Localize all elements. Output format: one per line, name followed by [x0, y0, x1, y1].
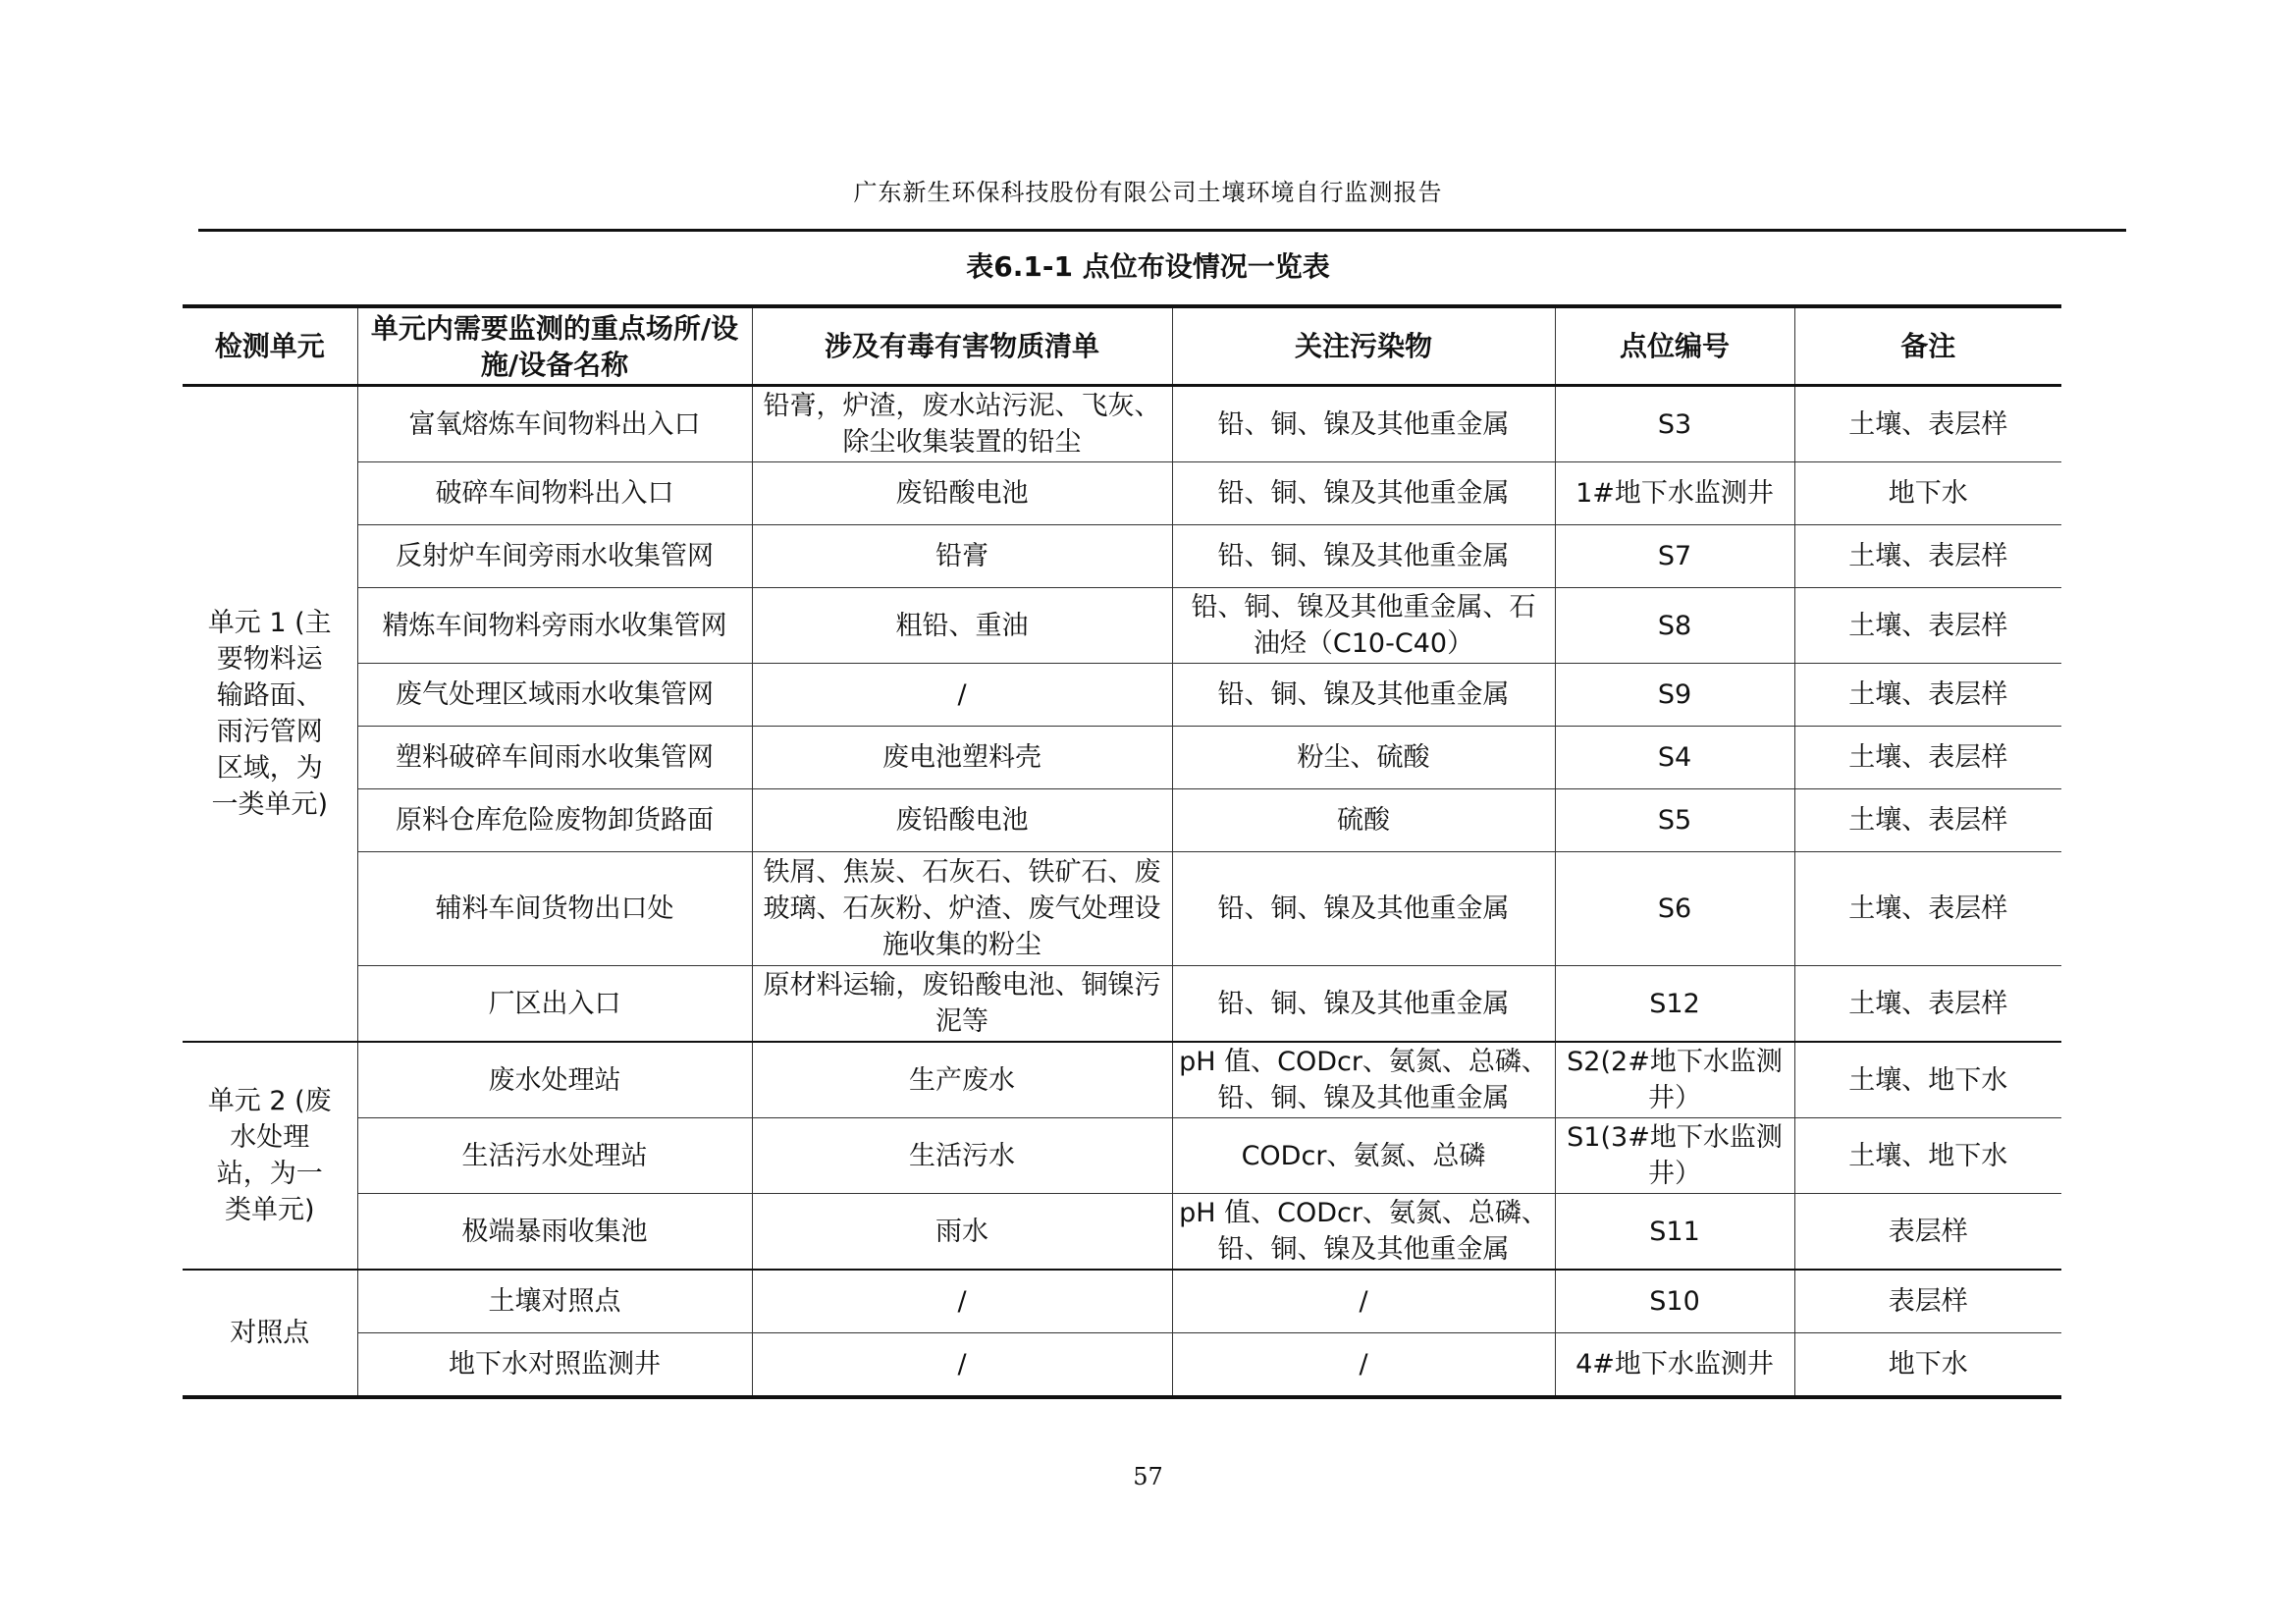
facility-cell: 塑料破碎车间雨水收集管网	[357, 727, 752, 789]
pollutants-cell: 铅、铜、镍及其他重金属	[1172, 852, 1555, 966]
point-cell: 4#地下水监测井	[1555, 1333, 1794, 1398]
table-header-row	[183, 306, 2061, 386]
column-header-facility: 单元内需要监测的重点场所/设施/设备名称	[357, 306, 752, 386]
unit-label: 单元 1 (主要物料运输路面、雨污管网区域，为一类单元)	[207, 608, 332, 820]
table-row	[183, 1042, 2061, 1118]
point-cell: S6	[1555, 852, 1794, 966]
pollutants-cell: 铅、铜、镍及其他重金属	[1172, 966, 1555, 1043]
remark-cell: 土壤、地下水	[1794, 1118, 2061, 1194]
substances-cell: /	[752, 664, 1172, 727]
table-row	[183, 525, 2061, 588]
facility-cell: 极端暴雨收集池	[357, 1194, 752, 1271]
remark-cell: 土壤、表层样	[1794, 386, 2061, 462]
pollutants-cell: 铅、铜、镍及其他重金属	[1172, 525, 1555, 588]
table-row	[183, 1270, 2061, 1333]
table-row	[183, 588, 2061, 664]
facility-cell: 废水处理站	[357, 1042, 752, 1118]
table-row	[183, 1333, 2061, 1398]
pollutants-cell: /	[1172, 1270, 1555, 1333]
point-cell: S12	[1555, 966, 1794, 1043]
column-header-point: 点位编号	[1555, 306, 1794, 386]
substances-cell: /	[752, 1333, 1172, 1398]
unit-cell	[183, 1270, 357, 1397]
table-caption: 表6.1-1 点位布设情况一览表	[966, 250, 1330, 283]
remark-cell: 地下水	[1794, 462, 2061, 525]
pollutants-cell: 铅、铜、镍及其他重金属	[1172, 664, 1555, 727]
point-cell: 1#地下水监测井	[1555, 462, 1794, 525]
pollutants-cell: 粉尘、硫酸	[1172, 727, 1555, 789]
remark-cell: 土壤、地下水	[1794, 1042, 2061, 1118]
table-row	[183, 789, 2061, 852]
facility-cell: 地下水对照监测井	[357, 1333, 752, 1398]
point-cell: S4	[1555, 727, 1794, 789]
pollutants-cell: /	[1172, 1333, 1555, 1398]
unit-cell	[183, 1042, 357, 1270]
pollutants-cell: CODcr、氨氮、总磷	[1172, 1118, 1555, 1194]
facility-cell: 辅料车间货物出口处	[357, 852, 752, 966]
remark-cell: 地下水	[1794, 1333, 2061, 1398]
table-row	[183, 386, 2061, 462]
unit-label: 对照点	[230, 1318, 310, 1348]
remark-cell: 土壤、表层样	[1794, 966, 2061, 1043]
facility-cell: 厂区出入口	[357, 966, 752, 1043]
facility-cell: 原料仓库危险废物卸货路面	[357, 789, 752, 852]
substances-cell: 原材料运输，废铅酸电池、铜镍污泥等	[752, 966, 1172, 1043]
point-cell: S1(3#地下水监测井）	[1555, 1118, 1794, 1194]
facility-cell: 废气处理区域雨水收集管网	[357, 664, 752, 727]
header-rule	[198, 229, 2126, 232]
unit-cell	[183, 386, 357, 1043]
table-row	[183, 966, 2061, 1043]
point-cell: S9	[1555, 664, 1794, 727]
monitoring-points-table	[183, 304, 2061, 1399]
substances-cell: 雨水	[752, 1194, 1172, 1271]
pollutants-cell: pH 值、CODcr、氨氮、总磷、铅、铜、镍及其他重金属	[1172, 1194, 1555, 1271]
point-cell: S8	[1555, 588, 1794, 664]
substances-cell: /	[752, 1270, 1172, 1333]
point-cell: S10	[1555, 1270, 1794, 1333]
substances-cell: 废电池塑料壳	[752, 727, 1172, 789]
remark-cell: 土壤、表层样	[1794, 525, 2061, 588]
remark-cell: 土壤、表层样	[1794, 789, 2061, 852]
substances-cell: 铅膏，炉渣，废水站污泥、飞灰、除尘收集装置的铅尘	[752, 386, 1172, 462]
remark-cell: 土壤、表层样	[1794, 588, 2061, 664]
table-row	[183, 1118, 2061, 1194]
facility-cell: 精炼车间物料旁雨水收集管网	[357, 588, 752, 664]
facility-cell: 富氧熔炼车间物料出入口	[357, 386, 752, 462]
column-header-unit: 检测单元	[183, 306, 357, 386]
substances-cell: 生产废水	[752, 1042, 1172, 1118]
column-header-remark: 备注	[1794, 306, 2061, 386]
remark-cell: 土壤、表层样	[1794, 727, 2061, 789]
table-row	[183, 664, 2061, 727]
pollutants-cell: 铅、铜、镍及其他重金属、石油烃（C10-C40）	[1172, 588, 1555, 664]
remark-cell: 表层样	[1794, 1194, 2061, 1271]
substances-cell: 铁屑、焦炭、石灰石、铁矿石、废玻璃、石灰粉、炉渣、废气处理设施收集的粉尘	[752, 852, 1172, 966]
facility-cell: 破碎车间物料出入口	[357, 462, 752, 525]
point-cell: S2(2#地下水监测井）	[1555, 1042, 1794, 1118]
document-header: 广东新生环保科技股份有限公司土壤环境自行监测报告	[853, 179, 1443, 206]
facility-cell: 生活污水处理站	[357, 1118, 752, 1194]
unit-label: 单元 2 (废水处理站，为一类单元)	[207, 1086, 332, 1225]
remark-cell: 土壤、表层样	[1794, 852, 2061, 966]
point-cell: S3	[1555, 386, 1794, 462]
table-row	[183, 852, 2061, 966]
substances-cell: 废铅酸电池	[752, 462, 1172, 525]
substances-cell: 生活污水	[752, 1118, 1172, 1194]
pollutants-cell: 铅、铜、镍及其他重金属	[1172, 462, 1555, 525]
substances-cell: 粗铅、重油	[752, 588, 1172, 664]
column-header-substances: 涉及有毒有害物质清单	[752, 306, 1172, 386]
table-row	[183, 1194, 2061, 1271]
pollutants-cell: 铅、铜、镍及其他重金属	[1172, 386, 1555, 462]
point-cell: S7	[1555, 525, 1794, 588]
point-cell: S5	[1555, 789, 1794, 852]
page-number: 57	[1133, 1463, 1163, 1490]
remark-cell: 表层样	[1794, 1270, 2061, 1333]
point-cell: S11	[1555, 1194, 1794, 1271]
facility-cell: 反射炉车间旁雨水收集管网	[357, 525, 752, 588]
substances-cell: 铅膏	[752, 525, 1172, 588]
table-row	[183, 727, 2061, 789]
pollutants-cell: 硫酸	[1172, 789, 1555, 852]
substances-cell: 废铅酸电池	[752, 789, 1172, 852]
column-header-pollutants: 关注污染物	[1172, 306, 1555, 386]
pollutants-cell: pH 值、CODcr、氨氮、总磷、铅、铜、镍及其他重金属	[1172, 1042, 1555, 1118]
table-row	[183, 462, 2061, 525]
facility-cell: 土壤对照点	[357, 1270, 752, 1333]
remark-cell: 土壤、表层样	[1794, 664, 2061, 727]
